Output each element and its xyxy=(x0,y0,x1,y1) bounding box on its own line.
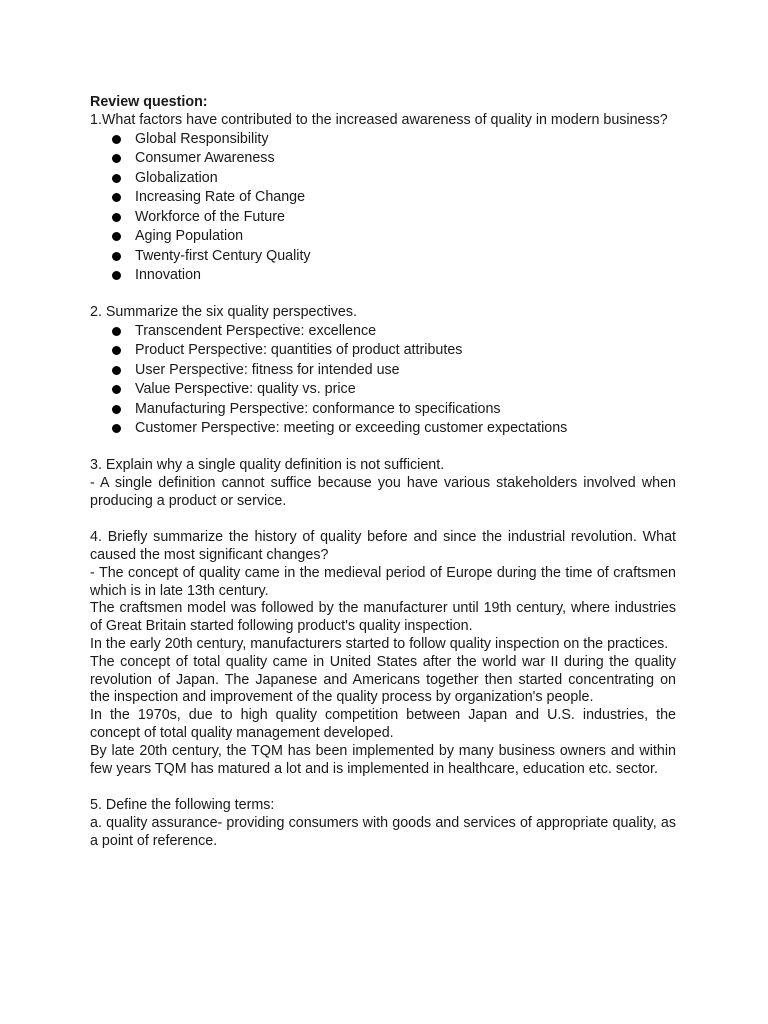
list-item xyxy=(90,400,676,420)
spacer xyxy=(90,511,676,530)
list-item xyxy=(90,361,676,381)
list-item-text: Twenty-first Century Quality xyxy=(135,247,311,264)
question-2-list xyxy=(90,322,676,439)
answer-4-paragraph: In the early 20th century, manufacturers started to follow quality inspection on the practices. xyxy=(90,636,669,653)
document-page xyxy=(90,94,676,850)
list-item xyxy=(90,322,676,342)
spacer xyxy=(90,778,676,797)
bullet-icon xyxy=(112,135,121,144)
list-item-text: Globalization xyxy=(135,169,218,186)
answer-4-paragraph: The concept of total quality came in United States after the world war II during the quality revolution of Japan. The Japanese and Americans together then started concentrating on the inspection and improvement of the quality process by organization's people. xyxy=(90,653,676,706)
bullet-icon xyxy=(112,193,121,202)
bullet-icon xyxy=(112,271,121,280)
list-item xyxy=(90,341,676,361)
list-item-text: Manufacturing Perspective: conformance to specifications xyxy=(135,400,501,417)
question-3: 3. Explain why a single quality definition is not sufficient. xyxy=(90,457,445,474)
list-item xyxy=(90,227,676,247)
list-item-text: Innovation xyxy=(135,267,201,284)
question-2: 2. Summarize the six quality perspectives. xyxy=(90,304,357,321)
list-item-text: Workforce of the Future xyxy=(135,208,285,225)
bullet-icon xyxy=(112,213,121,222)
spacer xyxy=(90,439,676,458)
list-item xyxy=(90,380,676,400)
answer-4-paragraph: The craftsmen model was followed by the manufacturer until 19th century, where industries of Great Britain started following product's quality inspection. xyxy=(90,600,676,635)
bullet-icon xyxy=(112,366,121,375)
section-heading: Review question: xyxy=(90,94,208,110)
list-item-text: Aging Population xyxy=(135,228,244,245)
list-item xyxy=(90,419,676,439)
bullet-icon xyxy=(112,405,121,414)
question-5: 5. Define the following terms: xyxy=(90,796,275,813)
answer-4-paragraph: By late 20th century, the TQM has been implemented by many business owners and within few years TQM has matured a lot and is implemented in healthcare, education etc. sector. xyxy=(90,742,676,777)
list-item xyxy=(90,208,676,228)
list-item-text: Global Responsibility xyxy=(135,130,269,147)
question-4: 4. Briefly summarize the history of quality before and since the industrial revolution. What caused the most significant changes? xyxy=(90,529,676,564)
answer-3: - A single definition cannot suffice because you have various stakeholders involved when producing a product or service. xyxy=(90,475,676,509)
list-item-text: Value Perspective: quality vs. price xyxy=(135,381,356,398)
bullet-icon xyxy=(112,327,121,336)
bullet-icon xyxy=(112,424,121,433)
list-item xyxy=(90,247,676,267)
bullet-icon xyxy=(112,154,121,163)
answer-4-paragraph: In the 1970s, due to high quality competition between Japan and U.S. industries, the concept of total quality management developed. xyxy=(90,707,676,742)
bullet-icon xyxy=(112,385,121,394)
list-item-text: Transcendent Perspective: excellence xyxy=(135,322,377,339)
list-item xyxy=(90,169,676,189)
list-item xyxy=(90,188,676,208)
list-item-text: Customer Perspective: meeting or exceeding customer expectations xyxy=(135,420,568,437)
list-item-text: Increasing Rate of Change xyxy=(135,189,306,206)
question-1-list xyxy=(90,130,676,286)
list-item-text: User Perspective: fitness for intended use xyxy=(135,361,400,378)
list-item-text: Consumer Awareness xyxy=(135,150,275,167)
list-item xyxy=(90,130,676,150)
bullet-icon xyxy=(112,232,121,241)
list-item xyxy=(90,149,676,169)
bullet-icon xyxy=(112,174,121,183)
answer-4-paragraph: - The concept of quality came in the medieval period of Europe during the time of craftsmen which is in late 13th century. xyxy=(90,564,676,599)
bullet-icon xyxy=(112,252,121,261)
bullet-icon xyxy=(112,346,121,355)
answer-5a: a. quality assurance- providing consumers with goods and services of appropriate quality, as a point of reference. xyxy=(90,814,676,849)
spacer xyxy=(90,286,676,305)
list-item xyxy=(90,266,676,286)
list-item-text: Product Perspective: quantities of product attributes xyxy=(135,342,463,359)
question-1: 1.What factors have contributed to the increased awareness of quality in modern business? xyxy=(90,111,668,128)
